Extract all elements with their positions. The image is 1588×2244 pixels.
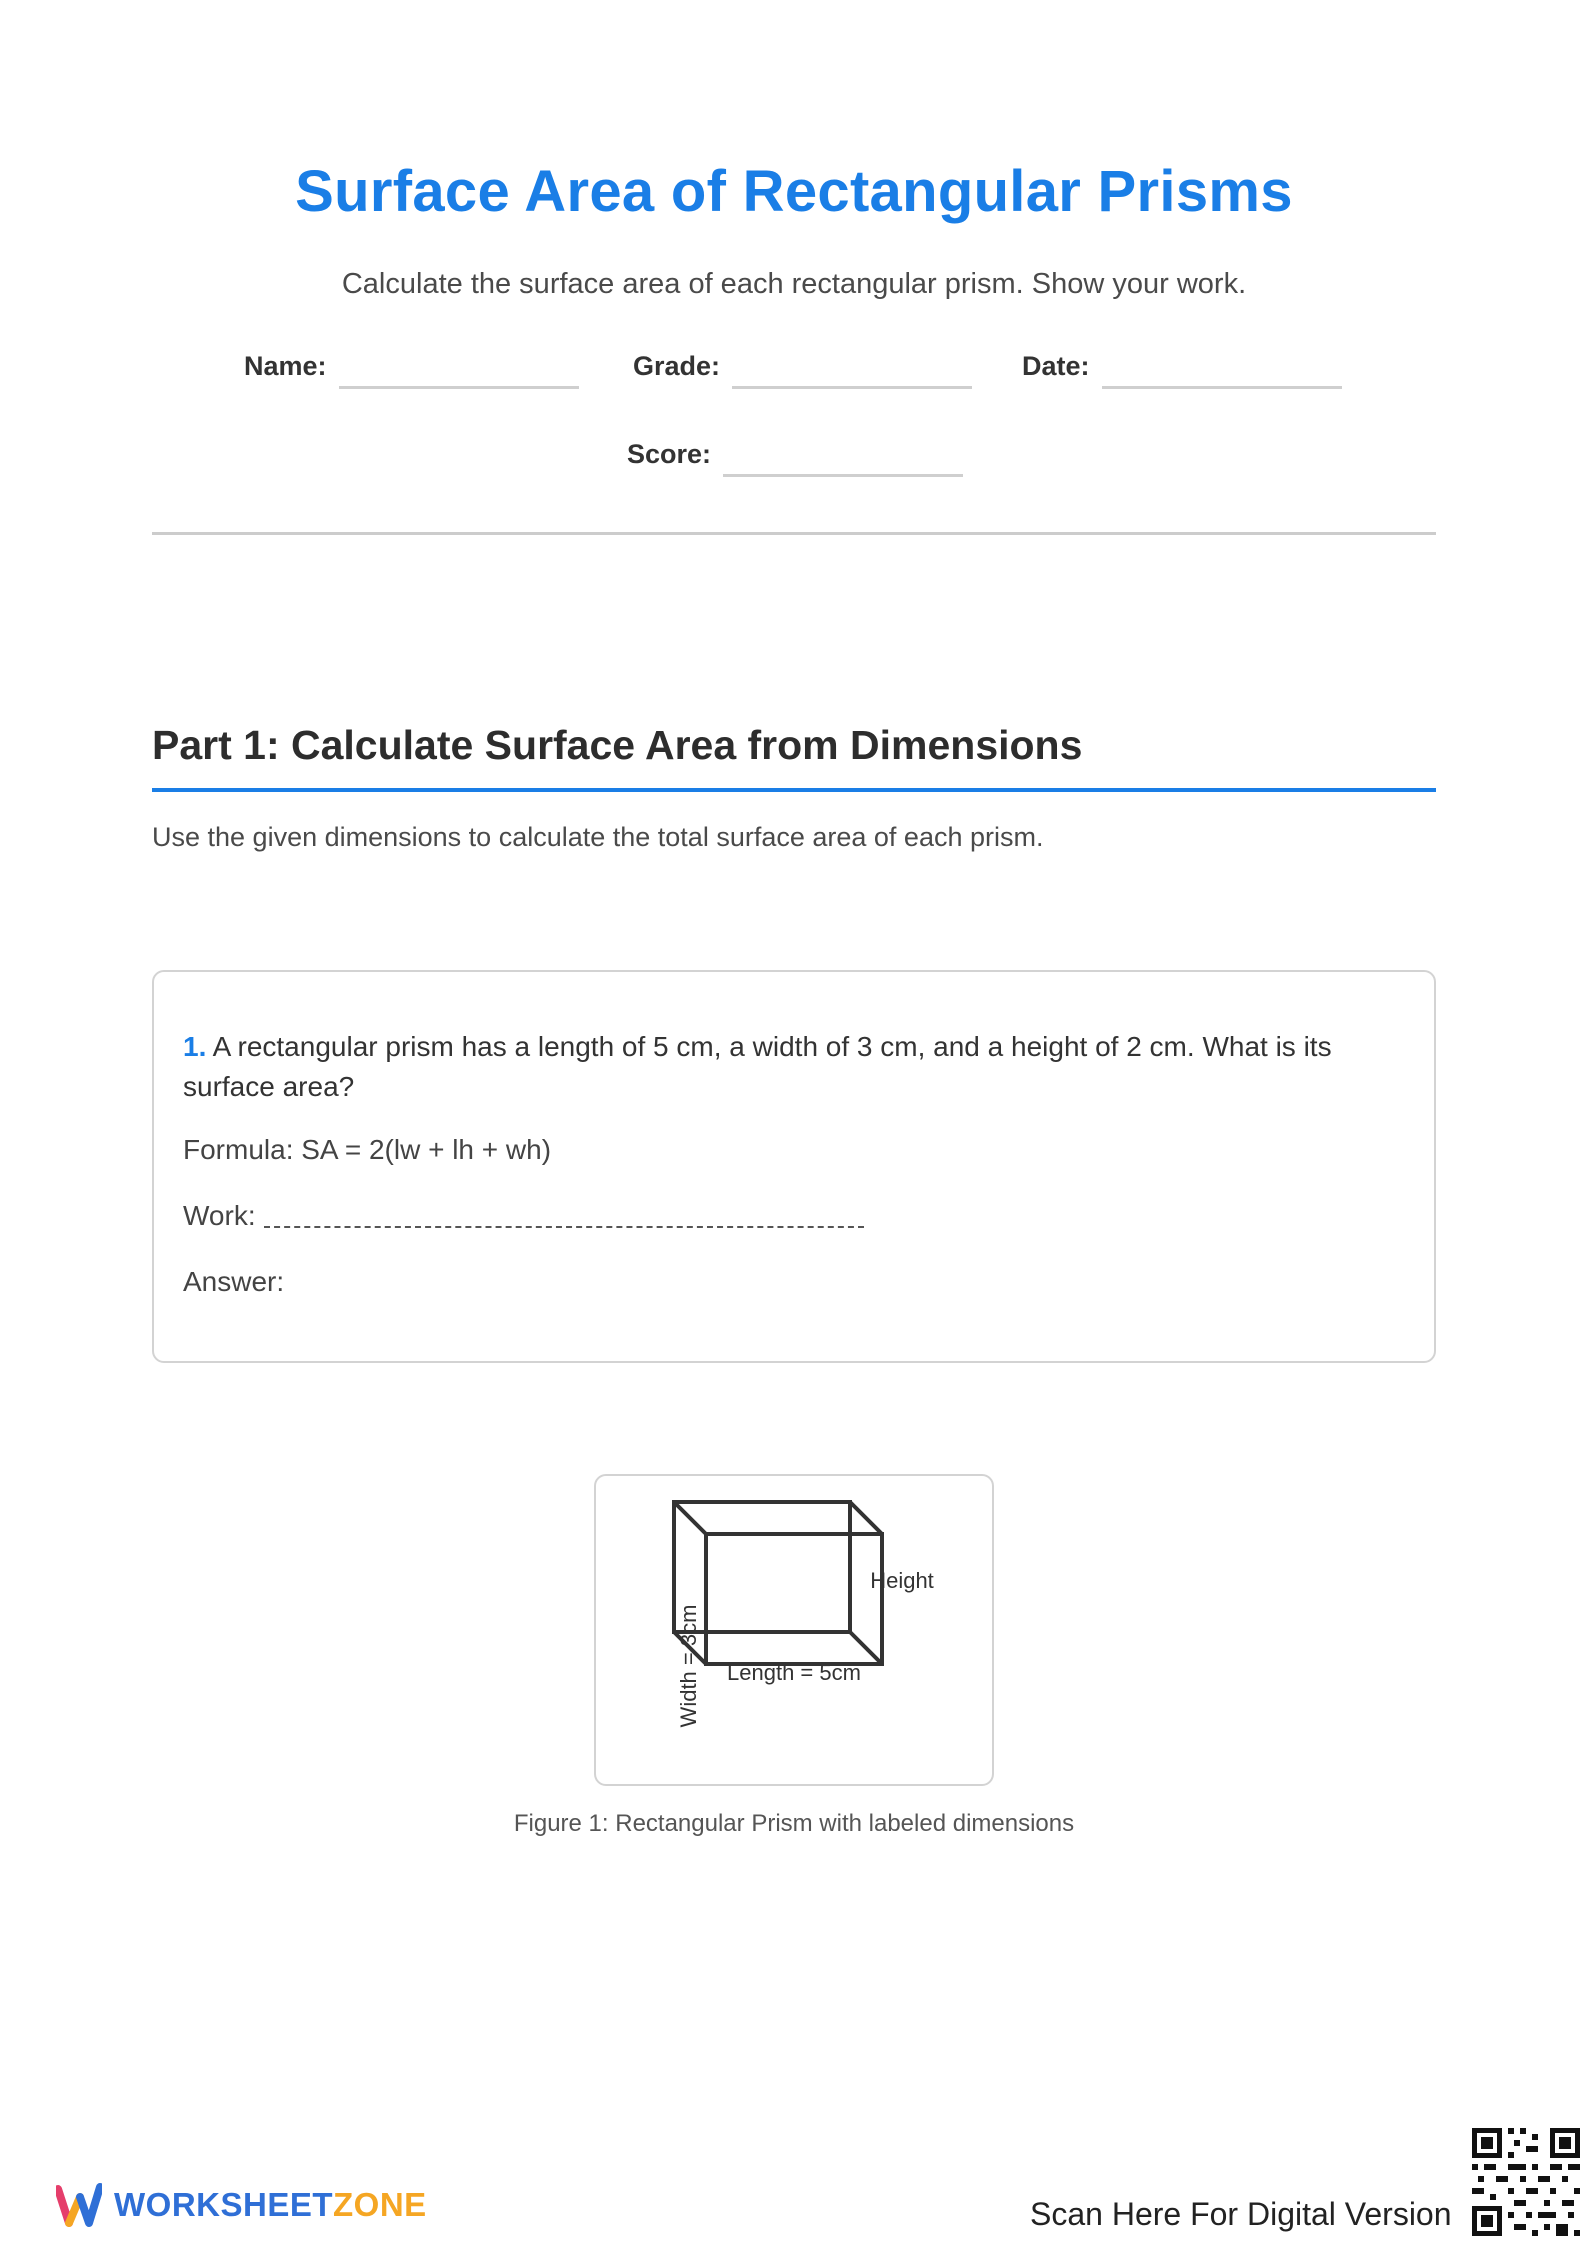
answer-line <box>183 1266 284 1298</box>
answer-label: Answer: <box>183 1266 285 1297</box>
rectangular-prism-diagram <box>596 1476 996 1788</box>
length-label: Length = 5cm <box>727 1660 861 1685</box>
logo-wordmark: WORKSHEETZONE <box>114 2186 427 2223</box>
figure-caption: Figure 1: Rectangular Prism with labeled dimensions <box>513 1810 1075 1837</box>
work-line <box>183 1200 864 1232</box>
part1-title: Part 1: Calculate Surface Area from Dimensions <box>152 722 1083 768</box>
part1-underline <box>152 788 1436 792</box>
score-field[interactable] <box>627 437 963 471</box>
grade-label: Grade: <box>633 351 721 381</box>
work-label: Work: <box>183 1200 256 1231</box>
prism-back-face <box>706 1534 882 1664</box>
score-blank-line[interactable] <box>723 474 963 477</box>
worksheet-title: Surface Area of Rectangular Prisms <box>295 159 1293 224</box>
height-label: Height <box>870 1568 934 1593</box>
qr-code-icon[interactable] <box>1470 2126 1582 2238</box>
question-text: A rectangular prism has a length of 5 cm, a width of 3 cm, and a height of 2 cm. What is its surface area? <box>183 1031 1332 1102</box>
header-divider <box>152 532 1436 535</box>
worksheetzone-logo[interactable] <box>56 2183 427 2227</box>
grade-field[interactable] <box>633 349 972 383</box>
date-field[interactable] <box>1022 349 1342 383</box>
prism-edge-top-left <box>674 1502 706 1534</box>
scan-instruction: Scan Here For Digital Version <box>1030 2196 1452 2232</box>
work-answer-space[interactable] <box>264 1226 864 1228</box>
score-label: Score: <box>627 439 712 469</box>
logo-mark-icon <box>56 2183 102 2227</box>
date-label: Date: <box>1022 351 1090 381</box>
question-1-text-block <box>183 1027 1413 1107</box>
name-field[interactable] <box>244 349 579 383</box>
grade-blank-line[interactable] <box>732 386 972 389</box>
date-blank-line[interactable] <box>1102 386 1342 389</box>
name-blank-line[interactable] <box>339 386 579 389</box>
worksheet-subtitle: Calculate the surface area of each rectangular prism. Show your work. <box>341 268 1247 300</box>
name-label: Name: <box>244 351 327 381</box>
width-label: Width = 3cm <box>676 1604 701 1728</box>
formula-line: Formula: SA = 2(lw + lh + wh) <box>183 1134 552 1165</box>
figure-box <box>594 1474 994 1786</box>
question-number: 1. <box>183 1031 207 1062</box>
prism-edge-top-right <box>850 1502 882 1534</box>
part1-description: Use the given dimensions to calculate the total surface area of each prism. <box>152 822 1044 852</box>
